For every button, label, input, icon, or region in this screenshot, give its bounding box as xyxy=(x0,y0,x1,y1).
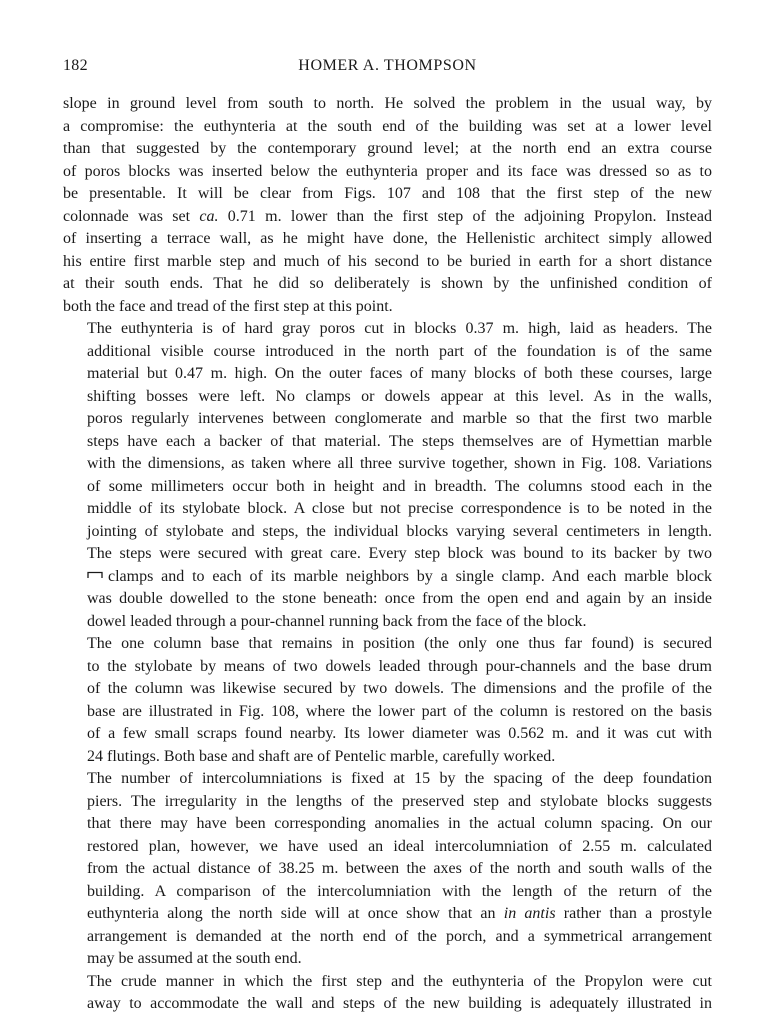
text-line: The steps were secured with great care. Every step block was bound to its backer by two xyxy=(87,545,712,562)
text-line: both the face and tread of the first step at this point. xyxy=(63,297,393,315)
italic-term: ca. xyxy=(199,207,219,225)
text-line: jointing of stylobate and steps, the individual blocks varying several centimeters in length. xyxy=(87,522,712,540)
text-line: The one column base that remains in position (the only one thus far found) is secured xyxy=(87,635,712,652)
text-line xyxy=(63,206,712,229)
text-line: The number of intercolumniations is fixed at 15 by the spacing of the deep foundation xyxy=(87,770,712,787)
text-line: a compromise: the euthynteria at the south end of the building was set at a lower level xyxy=(63,117,712,135)
text-line: with the dimensions, as taken where all three survive together, shown in Fig. 108. Variations xyxy=(87,455,712,472)
text-line: dowel leaded through a pour-channel running back from the face of the block. xyxy=(87,612,587,630)
text-line xyxy=(63,566,712,589)
text-line: shifting bosses were left. No clamps or dowels appear at this level. As in the walls, xyxy=(87,387,712,405)
text-line: that there may have been corresponding anomalies in the actual column spacing. On our xyxy=(87,815,712,832)
text-line: restored plan, however, we have used an ideal intercolumniation of 2.55 m. calculated xyxy=(87,837,712,855)
italic-term: in antis xyxy=(503,905,556,922)
body-text xyxy=(63,93,712,1016)
text-line: than that suggested by the contemporary ground level; at the north end an extra course xyxy=(63,140,712,157)
text-line: The euthynteria is of hard gray poros cut in blocks 0.37 m. high, laid as headers. The xyxy=(87,320,712,337)
text-line: at their south ends. That he did so deliberately is shown by the unfinished condition of xyxy=(63,275,712,292)
text-line: was double dowelled to the stone beneath: once from the open end and again by an inside xyxy=(87,590,712,607)
text-line: of a few small scraps found nearby. Its lower diameter was 0.562 m. and it was cut with xyxy=(87,725,712,742)
paragraph xyxy=(63,768,712,971)
text-line: base are illustrated in Fig. 108, where the lower part of the column is restored on the basis xyxy=(87,702,712,720)
paragraph xyxy=(63,93,712,318)
text-line: of inserting a terrace wall, as he might have done, the Hellenistic architect simply allowed xyxy=(63,230,712,247)
text-run: 0.71 m. lower than the first step of the adjoining Propylon. Instead xyxy=(218,207,713,225)
text-line: poros regularly intervenes between conglomerate and marble so that the first two marble xyxy=(87,410,712,427)
running-title: HOMER A. THOMPSON xyxy=(298,57,477,74)
text-line: 24 flutings. Both base and shaft are of Pentelic marble, carefully worked. xyxy=(87,747,556,765)
text-run: colonnade was set xyxy=(63,207,200,225)
text-run: rather than a prostyle xyxy=(555,905,713,922)
text-line: his entire first marble step and much of his second to be buried in earth for a short distance xyxy=(63,252,712,270)
text-line: of the column was likewise secured by two dowels. The dimensions and the profile of the xyxy=(87,680,712,697)
page-number: 182 xyxy=(63,57,88,74)
text-line: piers. The irregularity in the lengths of the preserved step and stylobate blocks suggests xyxy=(87,792,712,810)
text-line: building. A comparison of the intercolumniation with the length of the return of the xyxy=(87,882,712,900)
paragraph xyxy=(63,633,712,768)
text-line: be presentable. It will be clear from Figs. 107 and 108 that the first step of the new xyxy=(63,185,712,202)
text-line: slope in ground level from south to north. He solved the problem in the usual way, by xyxy=(63,95,712,112)
text-line: additional visible course introduced in the north part of the foundation is of the same xyxy=(87,342,712,360)
text-line: from the actual distance of 38.25 m. between the axes of the north and south walls of the xyxy=(87,860,712,877)
text-line: middle of its stylobate block. A close but not precise correspondence is to be noted in the xyxy=(87,500,712,517)
text-line: to the stylobate by means of two dowels leaded through pour-channels and the base drum xyxy=(87,657,712,675)
text-line: may be assumed at the south end. xyxy=(87,950,302,967)
paragraph xyxy=(63,971,712,1016)
text-line: steps have each a backer of that material. The steps themselves are of Hymettian marble xyxy=(87,432,712,450)
text-run: clamps and to each of its marble neighbors by a single clamp. And each marble block xyxy=(108,567,712,585)
text-line: of poros blocks was inserted below the euthynteria proper and its face was dressed so as to xyxy=(63,162,712,180)
text-line: of some millimeters occur both in height and in breadth. The columns stood each in the xyxy=(87,477,712,495)
clamp-icon xyxy=(87,571,103,579)
text-line: material but 0.47 m. high. On the outer faces of many blocks of both these courses, large xyxy=(87,365,712,382)
text-line: arrangement is demanded at the north end of the porch, and a symmetrical arrangement xyxy=(87,927,712,945)
text-line: The crude manner in which the first step and the euthynteria of the Propylon were cut xyxy=(87,972,712,990)
text-line: away to accommodate the wall and steps of the new building is adequately illustrated in xyxy=(87,995,712,1012)
running-head xyxy=(63,57,712,81)
text-run: euthynteria along the north side will at once show that an xyxy=(87,905,504,922)
paragraph xyxy=(63,318,712,633)
text-line xyxy=(63,903,712,926)
